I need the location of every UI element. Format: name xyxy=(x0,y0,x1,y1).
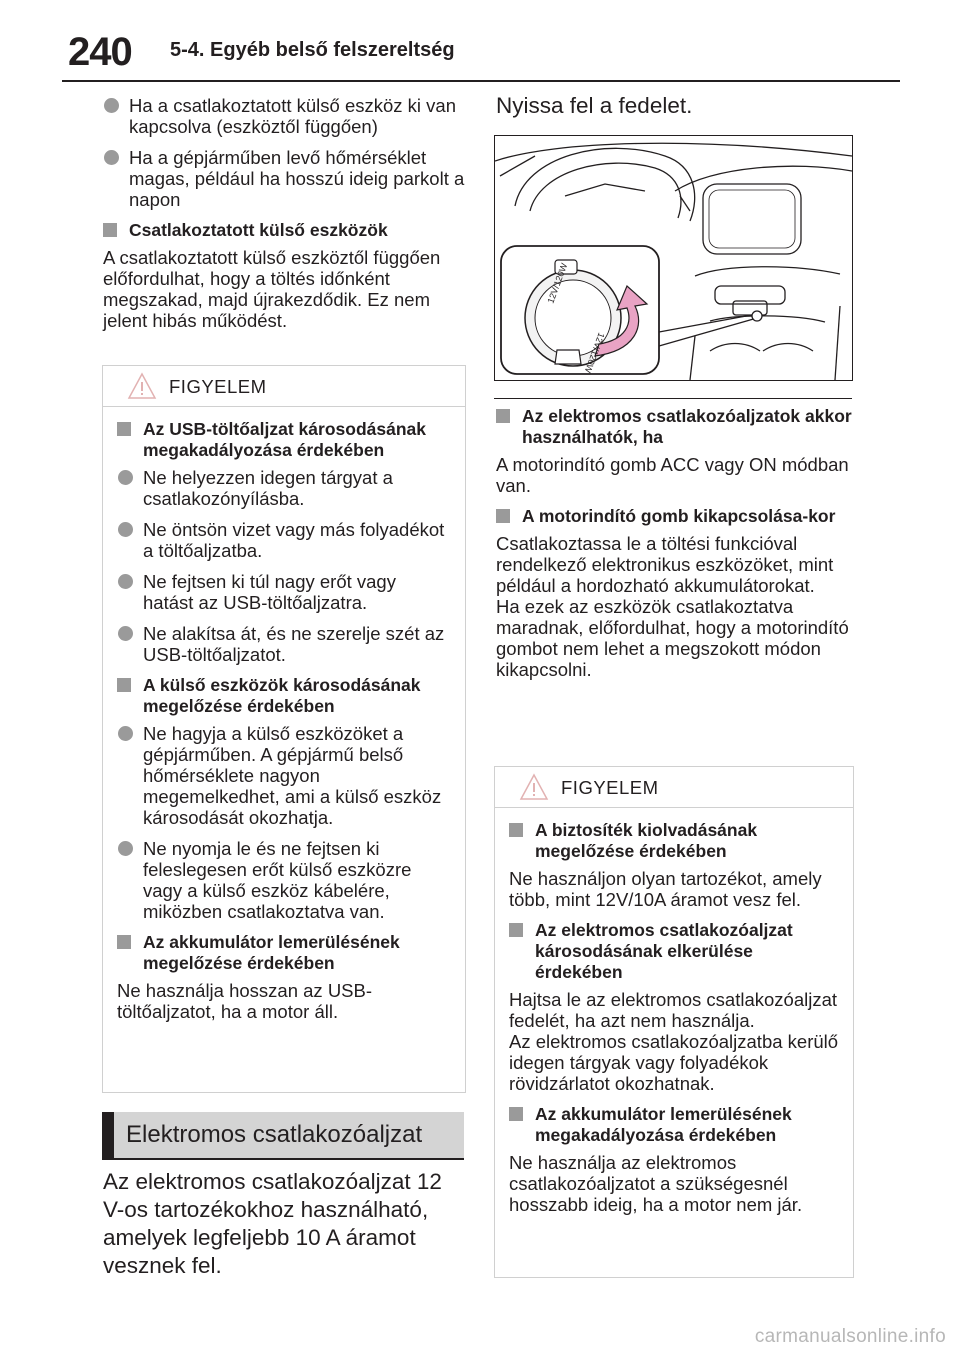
paragraph: Ne használjon olyan tartozékot, amely több, mint 12V/10A áramot vesz fel. xyxy=(509,868,822,910)
warning-header xyxy=(495,767,853,808)
subheading xyxy=(117,932,451,974)
list-item xyxy=(103,147,465,210)
subheading-text: A külső eszközök károsodásának megelőzése érdekében xyxy=(143,675,421,716)
paragraph: A csatlakoztatott külső eszköztől függően előfordulhat, hogy a töltés időnként megszakad, majd újrakezdődik. Ez nem jelent hibás működést. xyxy=(103,247,441,331)
bullet-dot-icon xyxy=(118,522,133,537)
square-bullet-icon xyxy=(509,1107,523,1121)
subheading xyxy=(117,419,451,461)
paragraph: Ne használja az elektromos csatlakozóaljzatot a szükségesnél hosszabb ideig, ha a motor nem jár. xyxy=(509,1152,803,1215)
left-column xyxy=(103,95,465,341)
intro-paragraph: Az elektromos csatlakozóaljzat 12 V-os tartozékokhoz használható, amelyek legfeljebb 10 A áramot vesznek fel. xyxy=(103,1169,442,1278)
cap-label-right: 12V/120W xyxy=(582,331,607,375)
square-bullet-icon xyxy=(117,935,131,949)
bullet-dot-icon xyxy=(104,98,119,113)
list-item xyxy=(103,95,465,137)
warning-header xyxy=(103,366,465,407)
warning-triangle-icon xyxy=(127,372,157,400)
subheading-text: A biztosíték kiolvadásának megelőzése érdekében xyxy=(535,820,758,861)
bullet-dot-icon xyxy=(118,574,133,589)
bullet-text: Ha a gépjárműben levő hőmérséklet magas, például ha hosszú ideig parkolt a napon xyxy=(129,147,465,210)
paragraph: Ne használja hosszan az USB-töltőaljzatot, ha a motor áll. xyxy=(117,980,373,1022)
bullet-dot-icon xyxy=(118,841,133,856)
bullet-dot-icon xyxy=(118,626,133,641)
illustration-power-outlet xyxy=(494,135,853,381)
open-lid-step: Nyissa fel a fedelet. xyxy=(496,93,693,118)
subheading xyxy=(509,1104,839,1146)
bullet-text: Ha a csatlakoztatott külső eszköz ki van kapcsolva (eszköztől függően) xyxy=(129,95,456,137)
warning-body xyxy=(495,808,853,1235)
section-title: 5-4. Egyéb belső felszereltség xyxy=(170,39,455,61)
subheading-text: A motorindító gomb kikapcsolása-kor xyxy=(522,506,836,526)
square-bullet-icon xyxy=(509,923,523,937)
bullet-text: Ne hagyja a külső eszközöket a gépjárműben. A gépjármű belső hőmérséklete nagyon megemelkedhet, ami a külső eszköz károsodását okozhatja. xyxy=(143,723,442,828)
bullet-text: Ne alakítsa át, és ne szerelje szét az USB-töltőaljzatot. xyxy=(143,623,445,665)
header-rule xyxy=(62,80,900,82)
bullet-dot-icon xyxy=(118,726,133,741)
section-banner xyxy=(102,1112,464,1158)
subheading xyxy=(496,406,852,448)
subheading-text: Az elektromos csatlakozóaljzat károsodásának elkerülése érdekében xyxy=(535,920,793,982)
right-column xyxy=(496,406,852,690)
bullet-text: Ne fejtsen ki túl nagy erőt vagy hatást az USB-töltőaljzatra. xyxy=(143,571,396,613)
square-bullet-icon xyxy=(103,223,117,237)
square-bullet-icon xyxy=(117,678,131,692)
subheading-text: Az akkumulátor lemerülésének megelőzése érdekében xyxy=(143,932,400,973)
paragraph: Csatlakoztassa le a töltési funkcióval rendelkező elektronikus eszközöket, mint például a hordozható akkumulátorokat. xyxy=(496,533,834,596)
banner-accent-bar xyxy=(102,1112,114,1158)
page-number: 240 xyxy=(68,30,132,74)
subheading xyxy=(103,220,465,241)
warning-title: FIGYELEM xyxy=(169,376,267,397)
subheading-text: Csatlakoztatott külső eszközök xyxy=(129,220,388,240)
bullet-text: Ne nyomja le és ne fejtsen ki feleslegesen erőt külső eszközre vagy a külső eszköz kábelére, miközben csatlakoztatva van. xyxy=(143,838,412,922)
bullet-text: Ne helyezzen idegen tárgyat a csatlakozónyílásba. xyxy=(143,467,393,509)
banner-title: Elektromos csatlakozóaljzat xyxy=(126,1121,423,1148)
list-item xyxy=(117,519,451,561)
warning-body xyxy=(103,407,465,1042)
warning-box-right xyxy=(494,766,854,1278)
list-item xyxy=(117,571,451,613)
right-rule xyxy=(494,398,852,399)
list-item xyxy=(117,467,451,509)
square-bullet-icon xyxy=(117,422,131,436)
bullet-text: Ne öntsön vizet vagy más folyadékot a töltőaljzatba. xyxy=(143,519,445,561)
warning-box-left xyxy=(102,365,466,1093)
subheading-text: Az akkumulátor lemerülésének megakadályozása érdekében xyxy=(535,1104,792,1145)
square-bullet-icon xyxy=(509,823,523,837)
cap-label-left: 12V/120W xyxy=(545,261,570,305)
subheading-text: Az USB-töltőaljzat károsodásának megakadályozása érdekében xyxy=(143,419,426,460)
list-item xyxy=(117,838,451,922)
dashboard-illustration xyxy=(495,136,852,380)
warning-title: FIGYELEM xyxy=(561,777,659,798)
list-item xyxy=(117,723,451,828)
paragraph: Hajtsa le az elektromos csatlakozóaljzat fedelét, ha azt nem használja. xyxy=(509,989,838,1031)
list-item xyxy=(117,623,451,665)
banner-underline xyxy=(102,1158,464,1160)
subheading-text: Az elektromos csatlakozóaljzatok akkor használhatók, ha xyxy=(522,406,852,447)
paragraph: Az elektromos csatlakozóaljzatba kerülő idegen tárgyak vagy folyadékok rövidzárlatot okozhatnak. xyxy=(509,1031,839,1094)
warning-triangle-icon xyxy=(519,773,549,801)
paragraph: Ha ezek az eszközök csatlakoztatva maradnak, előfordulhat, hogy a motorindító gombot nem lehet a megszokott módon kikapcsolni. xyxy=(496,596,849,680)
subheading xyxy=(117,675,451,717)
square-bullet-icon xyxy=(496,409,510,423)
bullet-dot-icon xyxy=(118,470,133,485)
square-bullet-icon xyxy=(496,509,510,523)
subheading xyxy=(509,820,839,862)
subheading xyxy=(496,506,852,527)
subheading xyxy=(509,920,839,983)
watermark: carmanualsonline.info xyxy=(754,1326,946,1347)
paragraph: A motorindító gomb ACC vagy ON módban van. xyxy=(496,454,849,496)
bullet-dot-icon xyxy=(104,150,119,165)
